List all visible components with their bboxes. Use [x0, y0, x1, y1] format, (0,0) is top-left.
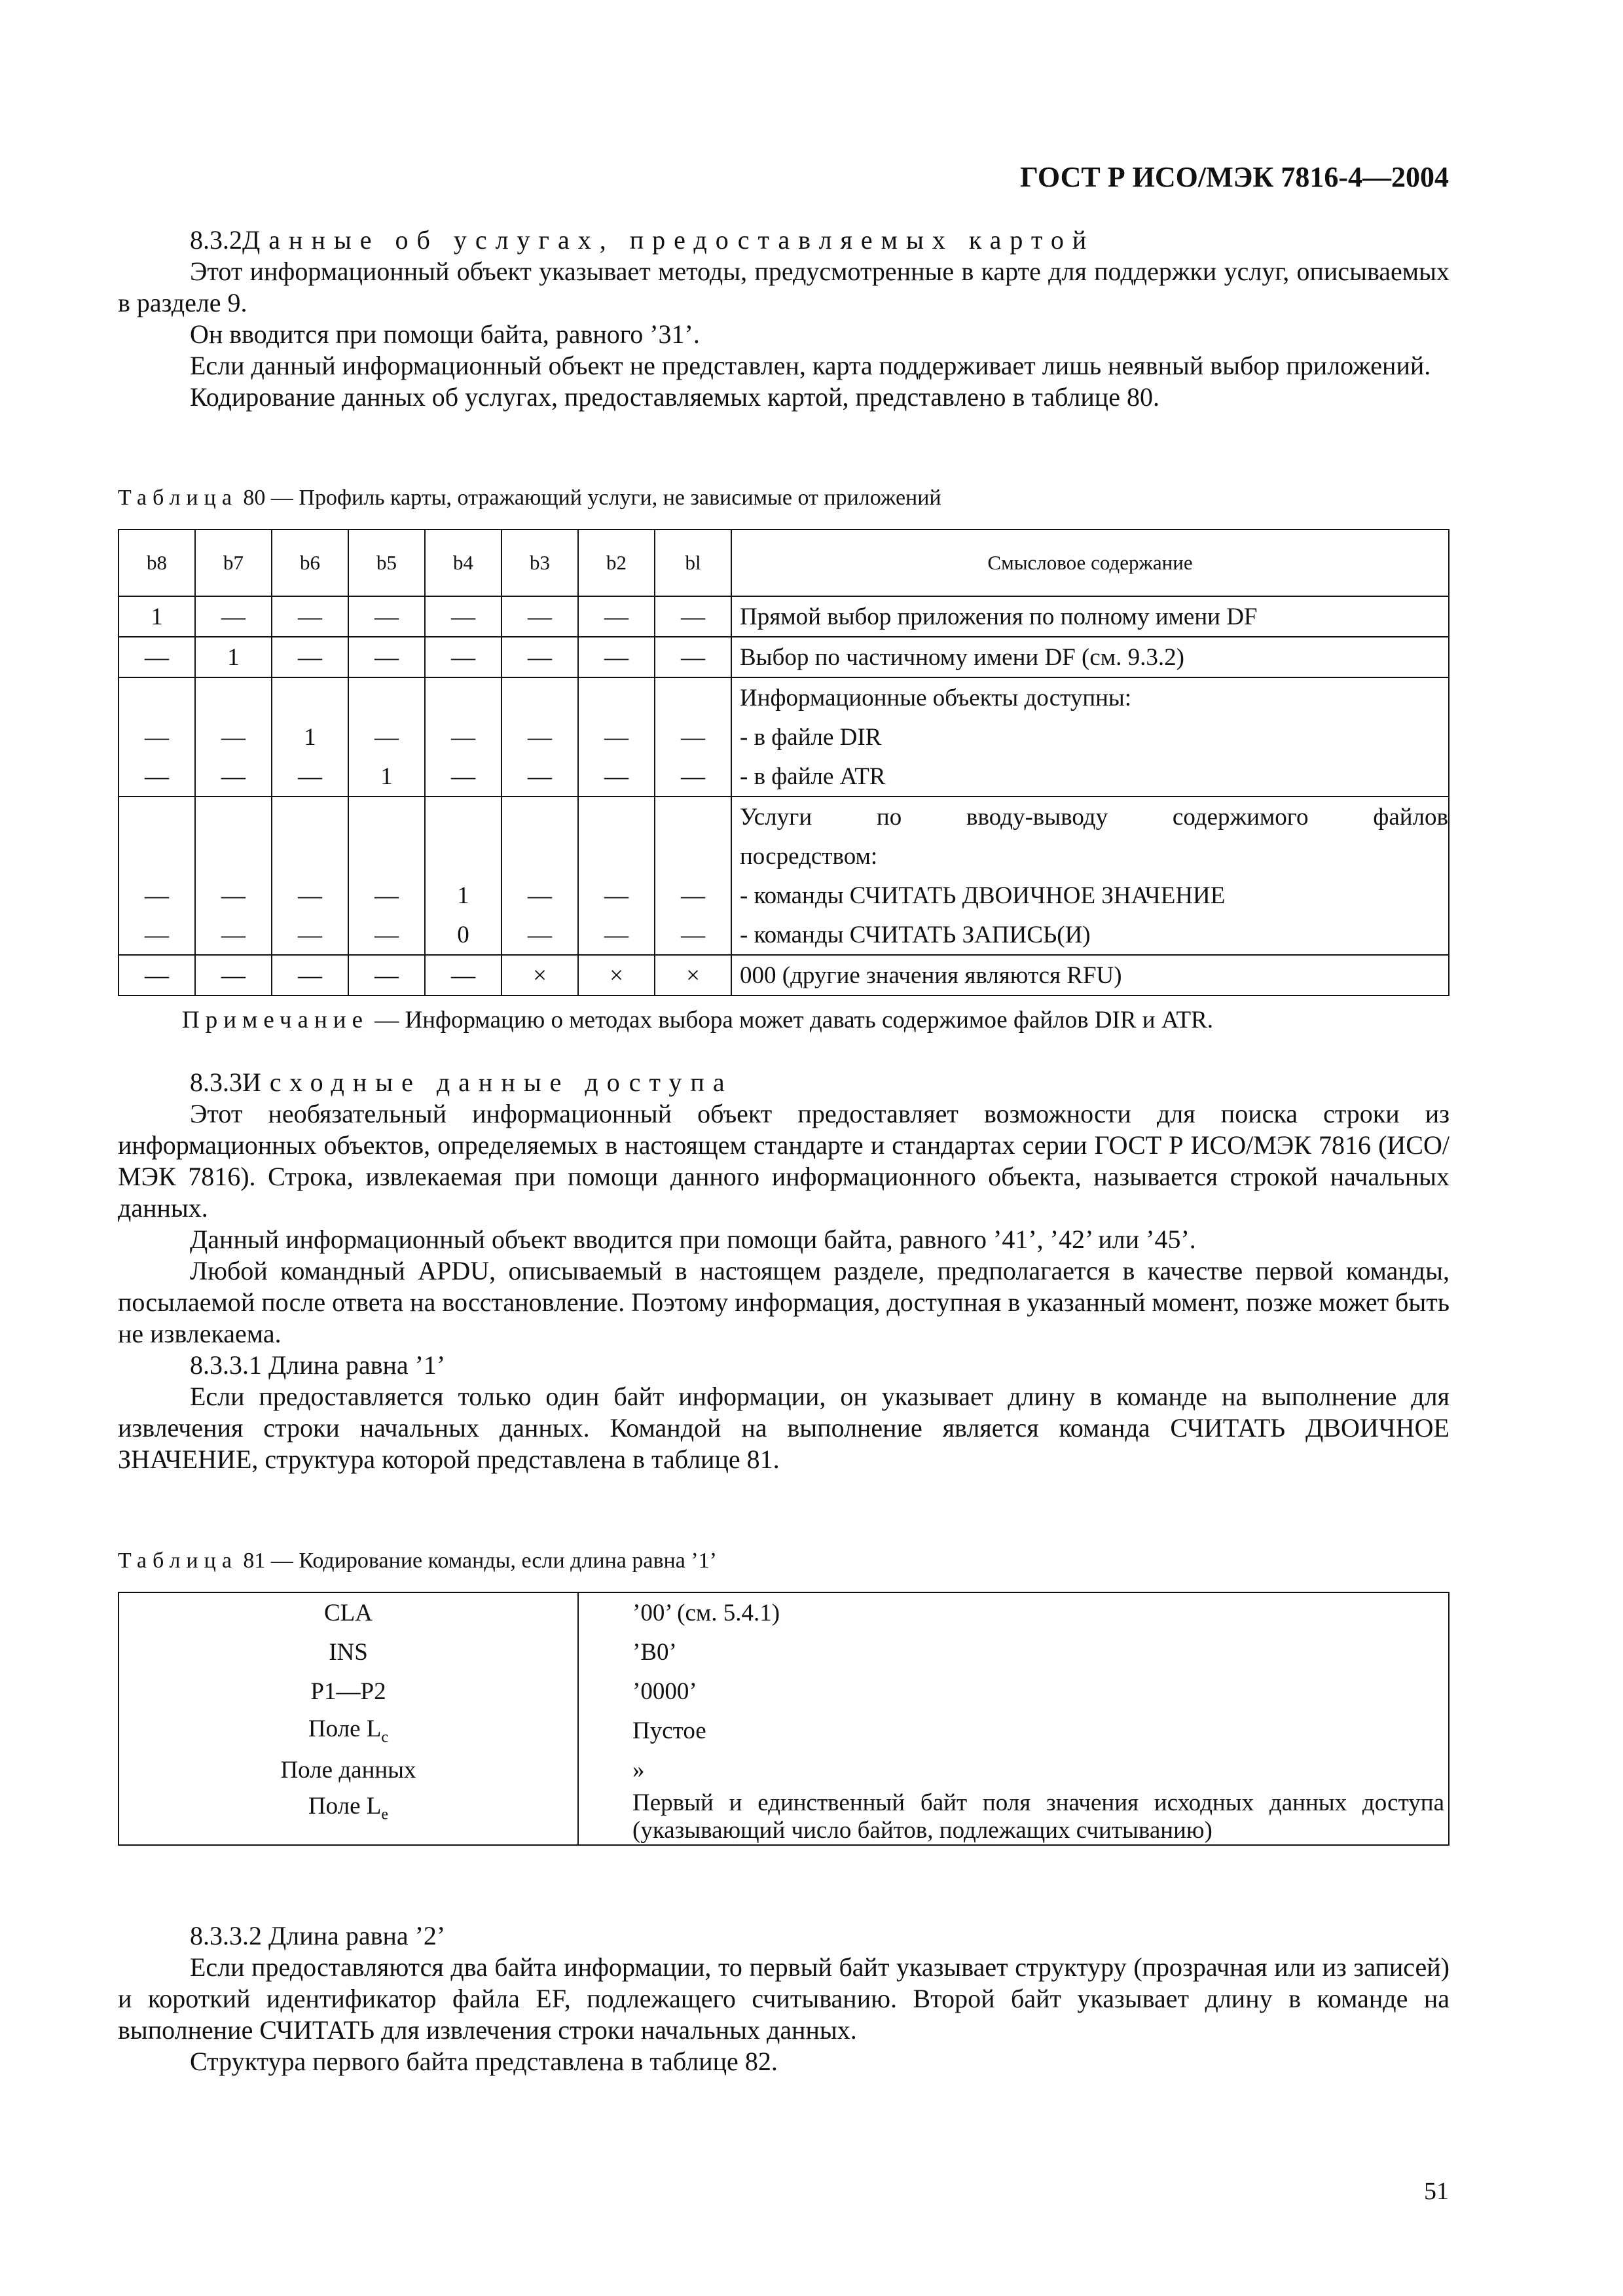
bit-cell	[425, 797, 501, 836]
subsection-heading: 8.3.3.2 Длина равна ’2’	[190, 1921, 446, 1950]
bit-cell: —	[425, 717, 501, 757]
paragraph: Этот необязательный информационный объект предоставляет возможности для поиска строки из информационных объектов, определяемых в настоящем стандарте и стандартах серии ГОСТ Р ИСО/МЭК 7816 (ИСО/МЭК 7816). Строка, извлекаемая при помощи данного информационного объекта, называется строкой начальных данных.	[118, 1099, 1450, 1223]
meaning-cell: - в файле ATR	[731, 757, 1449, 797]
field-subscript: c	[381, 1729, 389, 1746]
bit-cell: 1	[425, 876, 501, 915]
meaning-cell: Информационные объекты доступны:	[731, 677, 1449, 717]
bit-cell: —	[655, 596, 731, 637]
table-row	[119, 1672, 1449, 1711]
table-header-row	[119, 529, 1449, 596]
bit-cell	[272, 836, 348, 876]
bit-cell	[119, 677, 195, 717]
table-row	[119, 836, 1449, 876]
bit-cell: —	[501, 876, 578, 915]
meaning-cell: - команды СЧИТАТЬ ЗАПИСЬ(И)	[731, 915, 1449, 955]
bit-cell	[348, 677, 425, 717]
field-value-cell: »	[632, 1756, 645, 1784]
paragraph: Данный информационный объект вводится при помощи байта, равного ’41’, ’42’ или ’45’.	[190, 1225, 1196, 1254]
bit-cell: —	[348, 915, 425, 955]
field-name-cell	[119, 1789, 578, 1845]
meaning-cell: Выбор по частичному имени DF (см. 9.3.2)	[731, 637, 1449, 677]
table-row	[119, 717, 1449, 757]
table-row	[119, 637, 1449, 677]
bit-cell: —	[195, 717, 272, 757]
section-8-3-3	[118, 1067, 1450, 1475]
bit-cell: —	[195, 596, 272, 637]
bit-cell: —	[578, 717, 655, 757]
bit-cell: —	[501, 717, 578, 757]
column-header: b8	[119, 529, 195, 596]
bit-cell: —	[501, 596, 578, 637]
table-row	[119, 797, 1449, 836]
table-row	[119, 677, 1449, 717]
meaning-cell: 000 (другие значения являются RFU)	[731, 955, 1449, 996]
bit-cell	[425, 677, 501, 717]
section-title: Исходные данные доступа	[242, 1067, 733, 1097]
section-8-3-3-2	[118, 1920, 1450, 2077]
field-name-cell	[119, 1672, 578, 1711]
bit-cell: —	[348, 876, 425, 915]
bit-cell: 1	[272, 717, 348, 757]
bit-cell: —	[272, 876, 348, 915]
meaning-cell: посредством:	[731, 836, 1449, 876]
bit-cell: —	[272, 596, 348, 637]
bit-cell: —	[348, 596, 425, 637]
bit-cell	[578, 677, 655, 717]
bit-cell: 1	[195, 637, 272, 677]
field-name-cell	[119, 1711, 578, 1750]
bit-cell	[195, 836, 272, 876]
bit-cell	[119, 797, 195, 836]
note-label: Примечание	[182, 1007, 369, 1033]
bit-cell	[425, 836, 501, 876]
bit-cell: —	[425, 596, 501, 637]
section-heading	[118, 1067, 1450, 1098]
table-80	[118, 529, 1450, 996]
column-header: bl	[655, 529, 731, 596]
field-name-cell	[119, 1592, 578, 1632]
bit-cell: 1	[348, 757, 425, 797]
caption-label: Таблица	[118, 486, 238, 510]
paragraph: Структура первого байта представлена в таблице 82.	[190, 2047, 778, 2076]
section-title: Данные об услугах, предоставляемых картой	[242, 225, 1095, 255]
bit-cell: —	[348, 637, 425, 677]
bit-cell: —	[348, 955, 425, 996]
bit-cell: —	[119, 637, 195, 677]
column-header: Смысловое содержание	[731, 529, 1449, 596]
bit-cell: —	[578, 757, 655, 797]
bit-cell: —	[272, 955, 348, 996]
bit-cell: —	[119, 876, 195, 915]
bit-cell: —	[119, 915, 195, 955]
field-name: Поле L	[308, 1793, 382, 1820]
field-value-cell: ’0000’	[632, 1677, 697, 1705]
bit-cell: —	[272, 757, 348, 797]
page-number: 51	[1424, 2178, 1449, 2205]
table-80-caption	[118, 486, 941, 511]
bit-cell: —	[195, 915, 272, 955]
meaning-cell: - в файле DIR	[731, 717, 1449, 757]
bit-cell	[501, 677, 578, 717]
column-header: b2	[578, 529, 655, 596]
bit-cell: ×	[501, 955, 578, 996]
bit-cell: —	[425, 757, 501, 797]
paragraph: Любой командный APDU, описываемый в настоящем разделе, предполагается в качестве первой команды, посылаемой после ответа на восстановление. Поэтому информация, доступная в указанный момент, позже может быть не извлекаема.	[118, 1256, 1450, 1348]
bit-cell: —	[195, 876, 272, 915]
paragraph: Кодирование данных об услугах, предоставляемых картой, представлено в таблице 80.	[190, 382, 1159, 412]
field-name-cell	[119, 1632, 578, 1672]
bit-cell: 0	[425, 915, 501, 955]
column-header: b5	[348, 529, 425, 596]
field-name: Поле L	[308, 1715, 382, 1742]
bit-cell: —	[655, 757, 731, 797]
paragraph: Если данный информационный объект не представлен, карта поддерживает лишь неявный выбор приложений.	[190, 351, 1431, 380]
table-row	[119, 915, 1449, 955]
paragraph: Если предоставляется только один байт информации, он указывает длину в команде на выполнение для извлечения строки начальных данных. Командой на выполнение является команда СЧИТАТЬ ДВОИЧНОЕ ЗНАЧЕНИЕ, структура которой представлена в таблице 81.	[118, 1382, 1450, 1474]
bit-cell: —	[195, 757, 272, 797]
bit-cell: —	[195, 955, 272, 996]
meaning-cell: Услуги по вводу-выводу содержимого файлов	[731, 797, 1449, 836]
bit-cell: —	[119, 717, 195, 757]
column-header: b3	[501, 529, 578, 596]
table-note	[182, 1006, 1213, 1034]
bit-cell	[195, 677, 272, 717]
field-name: CLA	[324, 1599, 373, 1626]
table-row	[119, 1750, 1449, 1789]
table-row	[119, 1711, 1449, 1750]
bit-cell	[655, 677, 731, 717]
bit-cell: —	[425, 637, 501, 677]
table-81	[118, 1592, 1450, 1846]
bit-cell	[501, 836, 578, 876]
field-name-cell	[119, 1750, 578, 1789]
column-header: b4	[425, 529, 501, 596]
paragraph: Этот информационный объект указывает методы, предусмотренные в карте для поддержки услуг, описываемых в разделе 9.	[118, 257, 1450, 317]
section-number: 8.3.2	[190, 225, 242, 255]
bit-cell	[195, 797, 272, 836]
column-header: b7	[195, 529, 272, 596]
field-value-cell: Пустое	[632, 1717, 706, 1744]
bit-cell: —	[655, 637, 731, 677]
bit-cell: —	[119, 955, 195, 996]
field-subscript: e	[381, 1806, 389, 1823]
field-value-cell: ’B0’	[632, 1638, 677, 1666]
bit-cell: —	[578, 915, 655, 955]
caption-text: 80 — Профиль карты, отражающий услуги, не зависимые от приложений	[243, 486, 941, 510]
bit-cell: —	[272, 915, 348, 955]
bit-cell: —	[501, 757, 578, 797]
section-heading	[118, 224, 1450, 256]
table-row	[119, 596, 1449, 637]
field-value-cell: Первый и единственный байт поля значения исходных данных доступа (указывающий число байтов, подлежащих считыванию)	[632, 1789, 1444, 1844]
table-row	[119, 955, 1449, 996]
paragraph: Если предоставляются два байта информации, то первый байт указывает структуру (прозрачная или из записей) и короткий идентификатор файла EF, подлежащего считыванию. Второй байт указывает длину в команде на выполнение СЧИТАТЬ для извлечения строки начальных данных.	[118, 1952, 1450, 2045]
document-header: ГОСТ Р ИСО/МЭК 7816-4—2004	[1019, 161, 1449, 193]
bit-cell: —	[655, 717, 731, 757]
section-number: 8.3.3	[190, 1067, 242, 1097]
bit-cell	[348, 836, 425, 876]
bit-cell	[272, 797, 348, 836]
bit-cell: —	[501, 915, 578, 955]
meaning-cell: Прямой выбор приложения по полному имени DF	[731, 596, 1449, 637]
bit-cell: ×	[578, 955, 655, 996]
table-row	[119, 876, 1449, 915]
bit-cell: —	[578, 596, 655, 637]
note-text: — Информацию о методах выбора может давать содержимое файлов DIR и ATR.	[369, 1007, 1213, 1033]
column-header: b6	[272, 529, 348, 596]
section-8-3-2	[118, 224, 1450, 413]
bit-cell	[501, 797, 578, 836]
table-row	[119, 1632, 1449, 1672]
bit-cell: —	[119, 757, 195, 797]
caption-text: 81 — Кодирование команды, если длина равна ’1’	[243, 1549, 717, 1573]
field-name: P1—P2	[310, 1677, 386, 1705]
field-value-cell: ’00’ (см. 5.4.1)	[632, 1599, 780, 1626]
caption-label: Таблица	[118, 1549, 238, 1573]
bit-cell: —	[501, 637, 578, 677]
bit-cell	[272, 677, 348, 717]
bit-cell	[655, 797, 731, 836]
field-name: Поле данных	[280, 1756, 416, 1784]
field-name: INS	[329, 1638, 368, 1666]
bit-cell	[578, 836, 655, 876]
bit-cell: 1	[119, 596, 195, 637]
bit-cell: —	[272, 637, 348, 677]
bit-cell: —	[578, 876, 655, 915]
bit-cell	[119, 836, 195, 876]
bit-cell: ×	[655, 955, 731, 996]
bit-cell: —	[348, 717, 425, 757]
table-row	[119, 1592, 1449, 1632]
subsection-heading: 8.3.3.1 Длина равна ’1’	[190, 1350, 446, 1380]
table-81-caption	[118, 1549, 717, 1573]
bit-cell	[655, 836, 731, 876]
bit-cell	[578, 797, 655, 836]
table-row	[119, 1789, 1449, 1845]
bit-cell: —	[425, 955, 501, 996]
bit-cell: —	[578, 637, 655, 677]
table-row	[119, 757, 1449, 797]
bit-cell: —	[655, 915, 731, 955]
bit-cell: —	[655, 876, 731, 915]
meaning-cell: - команды СЧИТАТЬ ДВОИЧНОЕ ЗНАЧЕНИЕ	[731, 876, 1449, 915]
paragraph: Он вводится при помощи байта, равного ’31’.	[190, 319, 700, 349]
bit-cell	[348, 797, 425, 836]
